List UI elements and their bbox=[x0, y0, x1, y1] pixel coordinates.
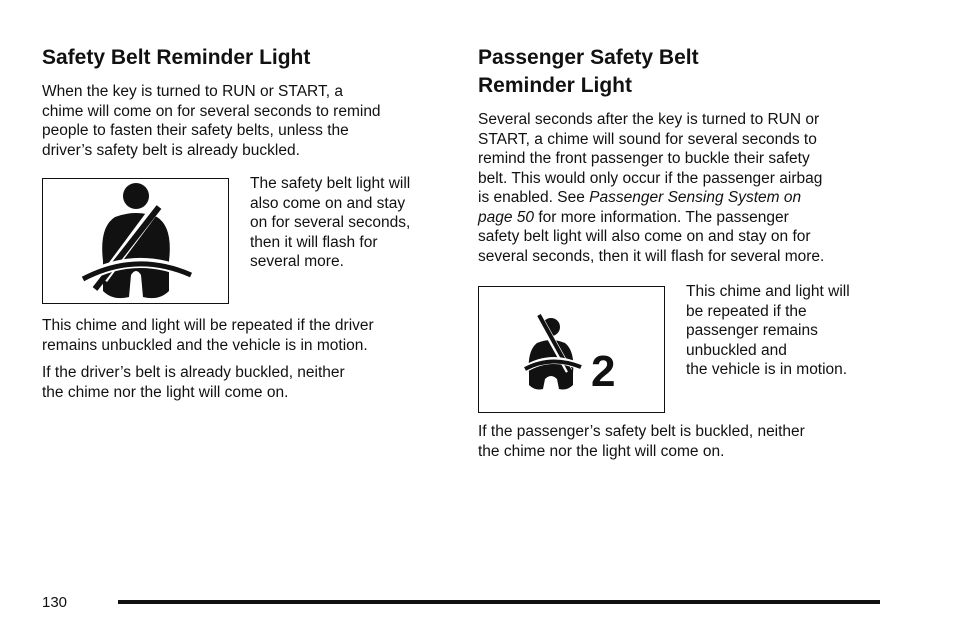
figure-caption: The safety belt light will also come on and stay on for several seconds, then it will flash for several more. bbox=[250, 175, 411, 270]
cross-reference-page[interactable]: page 50 bbox=[478, 208, 535, 226]
passenger-seat-number: 2 bbox=[591, 347, 616, 396]
right-column bbox=[478, 44, 878, 461]
section-heading-safety-belt: Safety Belt Reminder Light bbox=[42, 46, 311, 69]
seatbelt-icon bbox=[43, 179, 227, 302]
intro-paragraph: When the key is turned to RUN or START, a chime will come on for several seconds to remind people to fasten their safety belts, unless the driver’s safety belt is already buckled. bbox=[42, 83, 381, 159]
paragraph-repeat: This chime and light will be repeated if the driver remains unbuckled and the vehicle is in motion. bbox=[42, 317, 374, 354]
figure-row bbox=[42, 175, 442, 321]
passenger-buckled-paragraph: If the passenger’s safety belt is buckled, neither the chime nor the light will come on. bbox=[478, 423, 805, 460]
passenger-figure-caption: This chime and light will be repeated if the passenger remains unbuckled and the vehicle is in motion. bbox=[686, 283, 850, 378]
left-column bbox=[42, 44, 442, 402]
section-heading-passenger-belt: Passenger Safety Belt Reminder Light bbox=[478, 46, 699, 97]
passenger-figure-row bbox=[478, 283, 878, 431]
cross-reference-link[interactable]: Passenger Sensing System on bbox=[589, 189, 802, 206]
paragraph-buckled: If the driver’s belt is already buckled, neither the chime nor the light will come on. bbox=[42, 364, 345, 401]
passenger-seatbelt-icon bbox=[479, 287, 663, 411]
passenger-figure-box bbox=[478, 286, 665, 413]
passenger-intro-paragraph: Several seconds after the key is turned to RUN or START, a chime will sound for several seconds to remind the front passenger to buckle their safety belt. This would only occur if the passenger airbag is enabled. See Passenger Sensing System on page 50 for more information. The passenger safety belt light will also come on and stay on for several seconds, then it will flash for several more. bbox=[478, 111, 825, 265]
figure-box bbox=[42, 178, 229, 304]
page-number: 130 bbox=[42, 594, 68, 611]
footer-rule bbox=[118, 600, 880, 604]
